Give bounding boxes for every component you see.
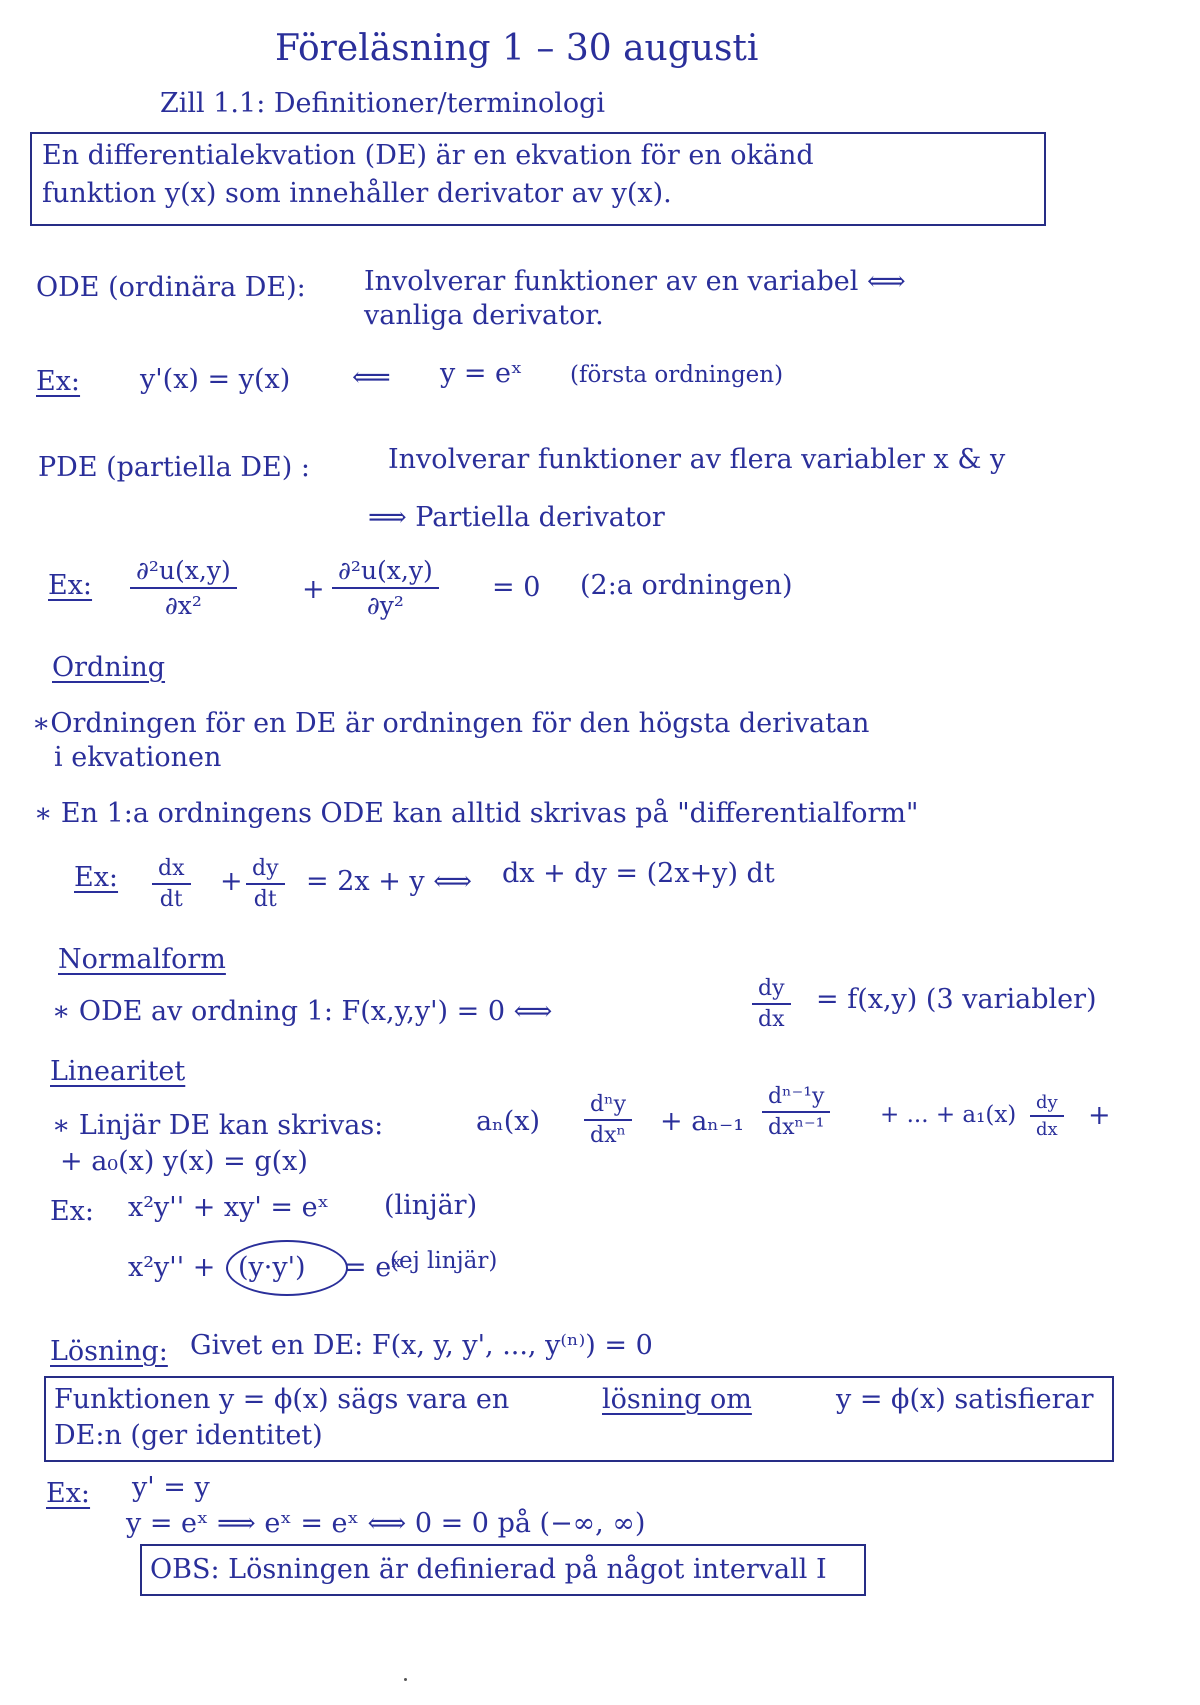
solution-line-1-end: y = ϕ(x) satisfierar [836, 1384, 1094, 1415]
ex5-line-2: y = eˣ ⟹ eˣ = eˣ ⟺ 0 = 0 på (−∞, ∞) [126, 1508, 646, 1539]
section-subtitle: Zill 1.1: Definitioner/terminologi [160, 88, 606, 119]
ex4-note-1: (linjär) [384, 1190, 478, 1221]
normalform-heading: Normalform [58, 944, 226, 975]
ex3-rhs: dx + dy = (2x+y) dt [502, 858, 775, 889]
ex4-eq-1: x²y'' + xy' = eˣ [128, 1192, 330, 1223]
pde-line-1: Involverar funktioner av flera variabler x & y [388, 444, 1006, 475]
linearitet-an-1: + aₙ₋₁ [660, 1106, 745, 1137]
fraction [246, 856, 285, 912]
fraction-numerator: dy [752, 976, 791, 1005]
definition-box [30, 132, 1046, 226]
fraction-denominator: dt [253, 887, 277, 912]
definition-line-2: funktion y(x) som innehåller derivator av y(x). [42, 178, 672, 209]
linearitet-heading: Linearitet [50, 1056, 186, 1087]
ode-line-2: vanliga derivator. [364, 300, 604, 331]
fraction [152, 856, 191, 912]
losning-heading: Lösning: [50, 1336, 168, 1367]
fraction [762, 1084, 830, 1140]
fraction [584, 1092, 632, 1148]
ex4-eq-2-circled: (y·y') [238, 1252, 306, 1283]
fraction [752, 976, 791, 1032]
ex1-arrow: ⟸ [352, 362, 391, 393]
fraction-numerator: dx [152, 856, 191, 885]
example-label: Ex: [46, 1478, 91, 1509]
fraction-denominator: dx [758, 1007, 785, 1032]
fraction [332, 556, 439, 620]
fraction [1030, 1092, 1064, 1140]
solution-line-1-start: Funktionen y = ϕ(x) sägs vara en [54, 1384, 510, 1415]
solution-box [44, 1376, 1114, 1462]
pde-line-2: ⟹ Partiella derivator [368, 502, 665, 533]
ex2-note: (2:a ordningen) [580, 570, 793, 601]
obs-text: OBS: Lösningen är definierad på något intervall I [150, 1554, 827, 1585]
pde-label: PDE (partiella DE) : [38, 452, 310, 483]
fraction-denominator: dxⁿ⁻¹ [768, 1115, 825, 1140]
normalform-rhs: = f(x,y) (3 variabler) [816, 984, 1097, 1015]
fraction-numerator: ∂²u(x,y) [332, 556, 439, 589]
linearitet-lead: ∗ Linjär DE kan skrivas: [52, 1110, 384, 1141]
linearitet-dots: + ... + a₁(x) [880, 1102, 1017, 1128]
fraction-denominator: dxⁿ [590, 1123, 627, 1148]
fraction-numerator: dⁿy [584, 1092, 632, 1121]
ordning-bullet-2: ∗ En 1:a ordningens ODE kan alltid skrivas på "differentialform" [34, 798, 919, 829]
obs-box [140, 1544, 866, 1596]
definition-line-1: En differentialekvation (DE) är en ekvation för en okänd [42, 140, 814, 171]
plus-sign: + [302, 574, 325, 605]
linearitet-an: aₙ(x) [476, 1106, 541, 1137]
ink-dot [404, 1678, 407, 1681]
fraction-denominator: ∂y² [366, 591, 404, 620]
example-label: Ex: [48, 570, 93, 601]
ex4-note-2: (ej linjär) [390, 1248, 498, 1274]
plus-sign: + [220, 866, 243, 897]
solution-line-2: DE:n (ger identitet) [54, 1420, 323, 1451]
ordning-bullet-1-line-2: i ekvationen [54, 742, 222, 773]
ex2-equals: = 0 [492, 572, 541, 603]
fraction [130, 556, 237, 620]
losning-intro: Givet en DE: F(x, y, y', ..., y⁽ⁿ⁾) = 0 [190, 1330, 653, 1361]
example-label: Ex: [36, 366, 81, 397]
ex1-note: (första ordningen) [570, 362, 784, 388]
fraction-numerator: dⁿ⁻¹y [762, 1084, 830, 1113]
fraction-denominator: dt [159, 887, 183, 912]
ode-line-1: Involverar funktioner av en variabel ⟺ [364, 266, 906, 297]
ex3-middle: = 2x + y ⟺ [306, 866, 472, 897]
page-title: Föreläsning 1 – 30 augusti [275, 28, 759, 69]
linearitet-line-2: + a₀(x) y(x) = g(x) [60, 1146, 308, 1177]
ordning-heading: Ordning [52, 652, 166, 683]
fraction-denominator: ∂x² [164, 591, 202, 620]
example-label: Ex: [74, 862, 119, 893]
fraction-denominator: dx [1036, 1119, 1058, 1140]
fraction-numerator: dy [1030, 1092, 1064, 1117]
ex1-rhs: y = eˣ [440, 358, 523, 389]
example-label: Ex: [50, 1196, 95, 1227]
linearitet-tail: + [1088, 1100, 1111, 1131]
ex4-eq-2-end: = eˣ [344, 1252, 403, 1283]
fraction-numerator: ∂²u(x,y) [130, 556, 237, 589]
ordning-bullet-1-line-1: ∗Ordningen för en DE är ordningen för den högsta derivatan [32, 708, 870, 739]
fraction-numerator: dy [246, 856, 285, 885]
ex4-eq-2-start: x²y'' + [128, 1252, 216, 1283]
normalform-lhs: ∗ ODE av ordning 1: F(x,y,y') = 0 ⟺ [52, 996, 553, 1027]
ex1-lhs: y'(x) = y(x) [140, 364, 291, 395]
ex5-line-1: y' = y [132, 1472, 210, 1503]
solution-line-1-underlined: lösning om [602, 1384, 752, 1415]
ode-label: ODE (ordinära DE): [36, 272, 306, 303]
